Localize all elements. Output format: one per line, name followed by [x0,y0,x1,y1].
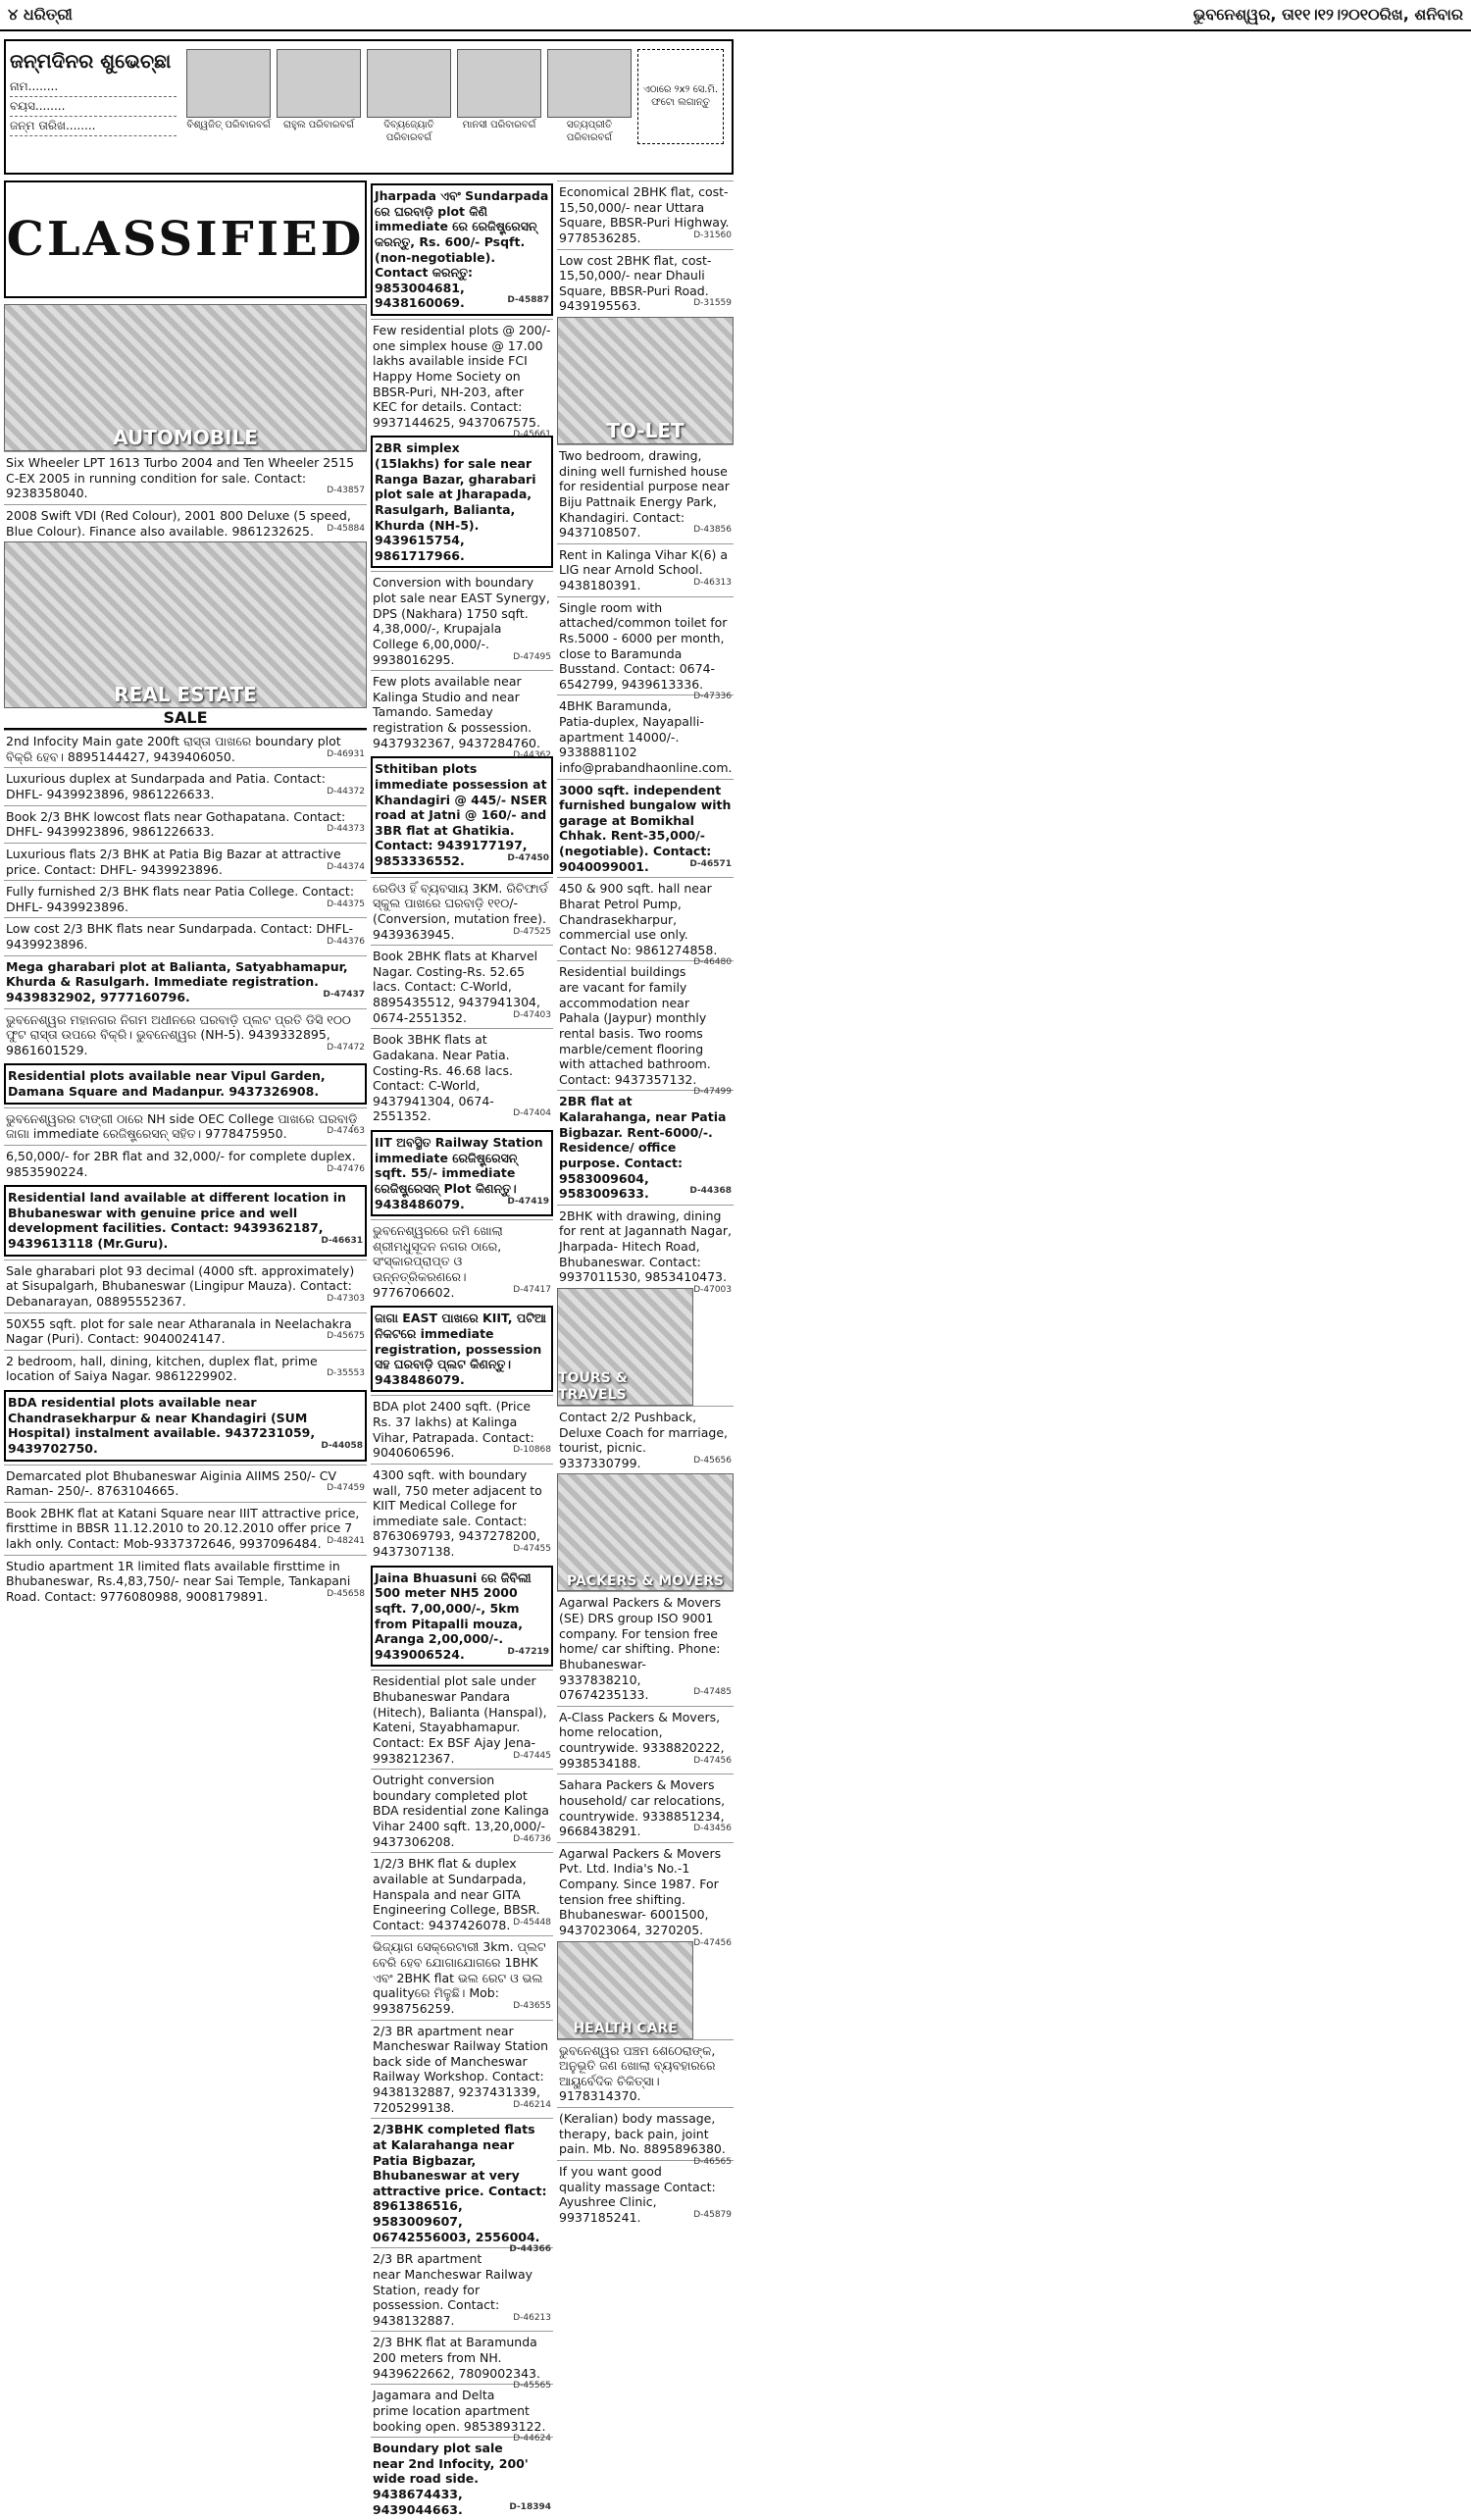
classified-ad: ଭୁବନେଶ୍ୱରରେ ଜମି ଖୋଲା ଶ୍ରୀମଧୁସୂଦନ ନଗର ଠାରେ, ସଂସ୍କାରପ୍ରାପ୍ତ ଓ ଉନ୍ନତ୍ରିକରଣରେ। 9776706602. D-47417 [371,1219,553,1303]
classified-ad: Book 3BHK flats at Gadakana. Near Patia. Costing-Rs. 46.68 lacs. Contact: C-World, 9437941304, 0674-2551352. D-47404 [371,1028,553,1127]
birthday-card [547,49,632,144]
classified-ad: Sthitiban plots immediate possession at Khandagiri @ 445/- NSER road at Jatni @ 160/- and 3BR flat at Ghatikia. Contact: 9439177197, 9853336552. D-47450 [371,756,553,873]
classified-ad: Luxurious flats 2/3 BHK at Patia Big Bazar at attractive price. Contact: DHFL- 9439923896. D-44374 [4,843,367,880]
classified-ad: 2 bedroom, hall, dining, kitchen, duplex flat, prime location of Saiya Nagar. 9861229902. D-35553 [4,1350,367,1387]
classified-ad: 1/2/3 BHK flat & duplex available at Sundarpada, Hanspala and near GITA Engineering College, BBSR. Contact: 9437426078. D-45448 [371,1852,553,1935]
child-photo [547,49,632,118]
classified-ad: ଜାଗା EAST ପାଖରେ KIIT, ପଟିଆ ନିକଟରେ immediate registration, possession ସହ ଘରବାଡ଼ି ପ୍ଲଟ କିଣନ୍ତୁ। 9438486079. [371,1306,553,1392]
classified-ad: ଭିଜ୍ୟାଗ ସେକ୍ରେଟାରୀ 3km. ପ୍ଲଟ ବେରି ହେବ ଯୋଗାଯୋଗରେ 1BHK ଏବଂ 2BHK flat ଭଲ ରେଟ ଓ ଭଲ qualityରେ ମିଳୁଛି। Mob: 9938756259. D-43655 [371,1935,553,2019]
classified-ad: 450 & 900 sqft. hall near Bharat Petrol Pump, Chandrasekharpur, commercial use only. Contact No: 9861274858. D-46480 [557,877,734,960]
classified-ad: Few plots available near Kalinga Studio and near Tamando. Sameday registration & possession. 9437932367, 9437284760. D-44362 [371,670,553,753]
classified-ad: Sale gharabari plot 93 decimal (4000 sft. approximately) at Sisupalgarh, Bhubaneswar (Lingipur Mauza). Contact: Debanarayan, 08895552367. D-47303 [4,1260,367,1312]
page-header [0,0,1471,31]
birthday-card [277,49,361,144]
child-photo [457,49,541,118]
classified-ad: Mega gharabari plot at Balianta, Satyabhamapur, Khurda & Rasulgarh. Immediate registration. 9439832902, 9777160796. D-47437 [4,955,367,1008]
classified-ad: A-Class Packers & Movers, home relocation, countrywide. 9338820222, 9938534188. D-47456 [557,1706,734,1774]
classified-ad: Residential plot sale under Bhubaneswar Pandara (Hitech), Balianta (Hanspal), Kateni, Stayabhamapur. Contact: Ex BSF Ajay Jena- 9938212367. D-47445 [371,1670,553,1769]
classified-ad: Six Wheeler LPT 1613 Turbo 2004 and Ten Wheeler 2515 C-EX 2005 in running condition for sale. Contact: 9238358040. D-43857 [4,451,367,504]
classified-ad: 2/3 BHK flat at Baramunda 200 meters from NH. 9439622662, 7809002343. D-45565 [371,2331,553,2384]
classified-ad: 50X55 sqft. plot for sale near Atharanala in Neelachakra Nagar (Puri). Contact: 9040024147. D-45675 [4,1312,367,1350]
realestate-image [4,541,367,708]
classified-ad: Agarwal Packers & Movers Pvt. Ltd. India's No.-1 Company. Since 1987. For tension free shifting. Bhubaneswar- 6001500, 9437023064, 3270205. D-47456 [557,1842,734,1941]
classified-ad: Fully furnished 2/3 BHK flats near Patia College. Contact: DHFL- 9439923896. D-44375 [4,880,367,917]
classified-ad: Demarcated plot Bhubaneswar Aiginia AIIMS 250/- CV Raman- 250/-. 8763104665. D-47459 [4,1465,367,1502]
form-dob: ଜନ୍ମ ତାରିଖ........ [10,117,177,136]
tolet-label: TO-LET [606,419,685,442]
classified-ad: Jharpada ଏବଂ Sundarpada ରେ ଘରବାଡ଼ି plot କିଣି immediate ରେ ରେଜିଷ୍ଟ୍ରେସନ୍ କରନ୍ତୁ, Rs. 600/- Psqft. (non-negotiable). Contact କରନ୍ତୁ: 9853004681, 9438160069. D-45887 [371,183,553,316]
child-photo [277,49,361,118]
automobile-label: AUTOMOBILE [113,426,258,449]
tours-label: TOURS & TRAVELS [558,1369,628,1404]
classified-ad: ଭୁବନେଶ୍ୱର ପଞ୍ଚମ ଶେଠେରାଙ୍କ, ଅନୁଭୂତି ଜଣ ଖୋଲା ବ୍ୟବହାରରେ ଆୟୁର୍ବେଦିକ ଚିକିତ୍ସା। 9178314370. [557,2039,734,2108]
classified-ad: Residential land available at different location in Bhubaneswar with genuine price and well development facilities. Contact: 9439362187, 9439613118 (Mr.Guru). D-46631 [4,1185,367,1257]
column-1 [4,304,367,2286]
sale-heading: SALE [4,708,367,730]
classified-ad: Book 2BHK flats at Kharvel Nagar. Costing-Rs. 52.65 lacs. Contact: C-World, 8895435512, 9437941304, 0674-2551352. D-47403 [371,945,553,1028]
classified-ad: Single room with attached/common toilet for Rs.5000 - 6000 per month, close to Baramunda Busstand. Contact: 0674-6542799, 9439613336. D-47336 [557,596,734,695]
classified-ad: Residential buildings are vacant for family accommodation near Pahala (Jaypur) monthly rental basis. Two rooms marble/cement flooring with attached bathroom. Contact: 9437357132. D-47499 [557,960,734,1090]
classified-ad: ଭୁବନେଶ୍ୱର ମହାନଗର ନିଗମ ଅଧୀନରେ ଘରବାଡ଼ି ପ୍ଲଟ ପ୍ରତି ଡିସି ୧୦୦ ଫୁଟ ରାସ୍ତା ଉପରେ ବିକ୍ରି। ଭୁବନେଶ୍ୱର (NH-5). 9439332895, 9861601529. D-47472 [4,1008,367,1061]
classified-ad: IIT ଅବସ୍ଥିତ Railway Station immediate ରେଜିଷ୍ଟ୍ରେସନ୍ sqft. 55/- immediate ରେଜିଷ୍ଟ୍ରେସନ୍ Plot କିଣନ୍ତୁ। 9438486079. D-47419 [371,1130,553,1216]
classified-ad: Two bedroom, drawing, dining well furnished house for residential purpose near Biju Pattnaik Energy Park, Khandagiri. Contact: 9437108507. D-43856 [557,444,734,543]
child-name: ସତ୍ୟପ୍ରୀତି ପରିବାରବର୍ଗ [566,120,613,143]
birthday-kids-row [182,45,728,148]
classified-ad: BDA plot 2400 sqft. (Price Rs. 37 lakhs) at Kalinga Vihar, Patrapada. Contact: 9040606596. D-10868 [371,1395,553,1464]
classified-ad: 4BHK Baramunda, Patia-duplex, Nayapalli-apartment 14000/-. 9338881102 info@prabandhaonline.com. [557,694,734,778]
child-name: ରାହୁଲ ପରିବାରବର୍ଗ [283,120,354,130]
child-name: ଦିବ୍ୟଜ୍ୟୋତି ପରିବାରବର୍ଗ [383,120,434,143]
birthday-card [186,49,271,144]
classified-ad: 2/3 BR apartment near Mancheswar Railway Station back side of Mancheswar Railway Workshop. Contact: 9438132887, 9237431339, 7205299138. D-46214 [371,2020,553,2119]
health-image [557,1941,693,2039]
classified-ad: 2BR simplex (15lakhs) for sale near Ranga Bazar, gharabari plot sale at Jharapada, Rasulgarh, Balianta, Khurda (NH-5). 9439615754, 9861717966. [371,436,553,568]
classified-ad: Outright conversion boundary completed plot BDA residential zone Kalinga Vihar 2400 sqft. 13,20,000/- 9437306208. D-46736 [371,1769,553,1852]
classified-ad: BDA residential plots available near Chandrasekharpur & near Khandagiri (SUM Hospital) instalment available. 9437231059, 9439702750. D-44058 [4,1390,367,1462]
classified-ad: 2BR flat at Kalarahanga, near Patia Bigbazar. Rent-6000/-. Residence/ office purpose. Contact: 9583009604, 9583009633. D-44368 [557,1090,734,1204]
classified-ad: Book 2/3 BHK lowcost flats near Gothapatana. Contact: DHFL- 9439923896, 9861226633. D-44373 [4,805,367,843]
classified-ad: 4300 sqft. with boundary wall, 750 meter adjacent to KIIT Medical College for immediate sale. Contact: 8763069793, 9437278200, 9437307138. D-47455 [371,1464,553,1563]
birthday-title: ଜନ୍ମଦିନର ଶୁଭେଚ୍ଛା [10,49,172,73]
classified-ad: 6,50,000/- for 2BR flat and 32,000/- for complete duplex. 9853590224. D-47476 [4,1145,367,1182]
classified-ad: 2nd Infocity Main gate 200ft ରାସ୍ତା ପାଖରେ boundary plot ବିକ୍ରି ହେବ। 8895144427, 9439406050. D-46931 [4,730,367,767]
photo-note: ଏଠାରେ ୨x୨ ସେ.ମି. ଫଟୋ ଲଗାନ୍ତୁ [642,84,719,108]
automobile-image [4,304,367,451]
child-name: ମାନସୀ ପରିବାରବର୍ଗ [462,120,536,130]
classified-ad: Sahara Packers & Movers household/ car relocations, countrywide. 9338851234, 9668438291. D-43456 [557,1774,734,1842]
page-number: ୪ ଧରିତ୍ରୀ [8,5,73,24]
classified-ad: Jaina Bhuasuni ରେ ଜିବିଲୀ 500 meter NH5 2000 sqft. 7,00,000/-, 5km from Pitapalli mouza, Aranga 2,00,000/-. 9439006524. D-47219 [371,1566,553,1668]
tours-image [557,1288,693,1406]
classified-ad: Economical 2BHK flat, cost-15,50,000/- near Uttara Square, BBSR-Puri Highway. 9778536285. D-31560 [557,180,734,249]
classified-ad: Agarwal Packers & Movers (SE) DRS group ISO 9001 company. For tension free home/ car shifting. Phone: Bhubaneswar- 9337838210, 07674235133. D-47485 [557,1591,734,1705]
photo-placeholder [637,49,724,144]
classified-ad: Boundary plot sale near 2nd Infocity, 200' wide road side. 9438674433, 9439044663. D-18394 [371,2437,553,2520]
classified-logo: CLASSIFIED [4,180,367,298]
form-name: ନାମ........ [10,77,177,97]
classified-ad: 2/3BHK completed flats at Kalarahanga near Patia Bigbazar, Bhubaneswar at very attractive price. Contact: 8961386516, 9583009607, 06742556003, 2556004. D-44366 [371,2118,553,2247]
classified-ad: Contact 2/2 Pushback, Deluxe Coach for marriage, tourist, picnic. 9337330799. D-45656 [557,1406,734,1474]
classified-ad: Jagamara and Delta prime location apartment booking open. 9853893122. D-44624 [371,2384,553,2437]
child-photo [186,49,271,118]
classified-ad: 3000 sqft. independent furnished bungalow with garage at Bomikhal Chhak. Rent-35,000/- (negotiable). Contact: 9040099001. D-46571 [557,779,734,878]
tolet-image [557,317,734,444]
classified-ad: ରେଡିଓ ହିଁ ବ୍ୟବସାୟ 3KM. ରିଚିଫାର୍ଡ ସ୍କୁଲ ପାଖରେ ଘରବାଡ଼ି ୧୧୦/- (Conversion, mutation free). 9439363945. D-47525 [371,877,553,946]
column-2 [371,180,553,2517]
classified-ad: Low cost 2/3 BHK flats near Sundarpada. Contact: DHFL- 9439923896. D-44376 [4,917,367,954]
classified-ad: Low cost 2BHK flat, cost-15,50,000/- near Dhauli Square, BBSR-Puri Road. 9439195563. D-31559 [557,249,734,318]
classified-ad: Rent in Kalinga Vihar K(6) a LIG near Arnold School. 9438180391. D-46313 [557,543,734,596]
classified-ad: Book 2BHK flat at Katani Square near IIIT attractive price, firsttime in BBSR 11.12.2010 to 20.12.2010 offer price 7 lakh only. Contact: Mob-9337372646, 9937096484. D-48241 [4,1502,367,1555]
column-3 [557,180,734,2286]
birthday-card [457,49,541,144]
classified-ad: (Keralian) body massage, therapy, back pain, joint pain. Mb. No. 8895896380. D-46565 [557,2107,734,2160]
classified-ad: 2/3 BR apartment near Mancheswar Railway Station, ready for possession. Contact: 9438132887. D-46213 [371,2247,553,2331]
classified-ad: Studio apartment 1R limited flats available firsttime in Bhubaneswar, Rs.4,83,750/- near Sai Temple, Tankapani Road. Contact: 9776080988, 9008179891. D-45658 [4,1555,367,1608]
child-name: ବିଶ୍ୱଜିତ୍ ପରିବାରବର୍ଗ [186,120,271,130]
classified-ad: ଭୁବନେଶ୍ୱରର ଟାଙ୍ଗୀ ଠାରେ NH side OEC College ପାଖରେ ଘରବାଡ଼ି ଜାଗା immediate ରେଜିଷ୍ଟ୍ରେସନ୍ ସହିତ। 9778475950. D-47463 [4,1107,367,1145]
birthday-card [367,49,451,144]
classified-ad: Few residential plots @ 200/- one simplex house @ 17.00 lakhs available inside FCI Happy Home Society on BBSR-Puri, NH-203, after KEC for details. Contact: 9937144625, 9437067575. D-45661 [371,319,553,433]
birthday-form-box [4,39,734,175]
packers-label: PACKERS & MOVERS [566,1572,725,1589]
classified-ad: 2008 Swift VDI (Red Colour), 2001 800 Deluxe (5 speed, Blue Colour). Finance also available. 9861232625. D-45884 [4,504,367,541]
realestate-label: REAL ESTATE [114,683,257,707]
dateline: ଭୁବନେଶ୍ୱର, ତା୧୧।୧୨।୨୦୧୦ରିଖ, ଶନିବାର [1192,5,1463,24]
classified-ad: Residential plots available near Vipul Garden, Damana Square and Madanpur. 9437326908. [4,1063,367,1104]
classified-ad: If you want good quality massage Contact: Ayushree Clinic, 9937185241. D-45879 [557,2160,734,2229]
classified-ad: Luxurious duplex at Sundarpada and Patia. Contact: DHFL- 9439923896, 9861226633. D-44372 [4,767,367,804]
packers-image [557,1473,734,1591]
form-age: ବୟସ........ [10,97,177,117]
classified-ad: Conversion with boundary plot sale near EAST Synergy, DPS (Nakhara) 1750 sqft. 4,38,000/-, Krupajala College 6,00,000/-. 9938016295. D-47495 [371,571,553,670]
health-label: HEALTH CARE [573,2021,678,2036]
classified-ad: 2BHK with drawing, dining for rent at Jagannath Nagar, Jharpada- Hitech Road, Bhubaneswar. Contact: 9937011530, 9853410473. D-47003 [557,1205,734,1288]
child-photo [367,49,451,118]
